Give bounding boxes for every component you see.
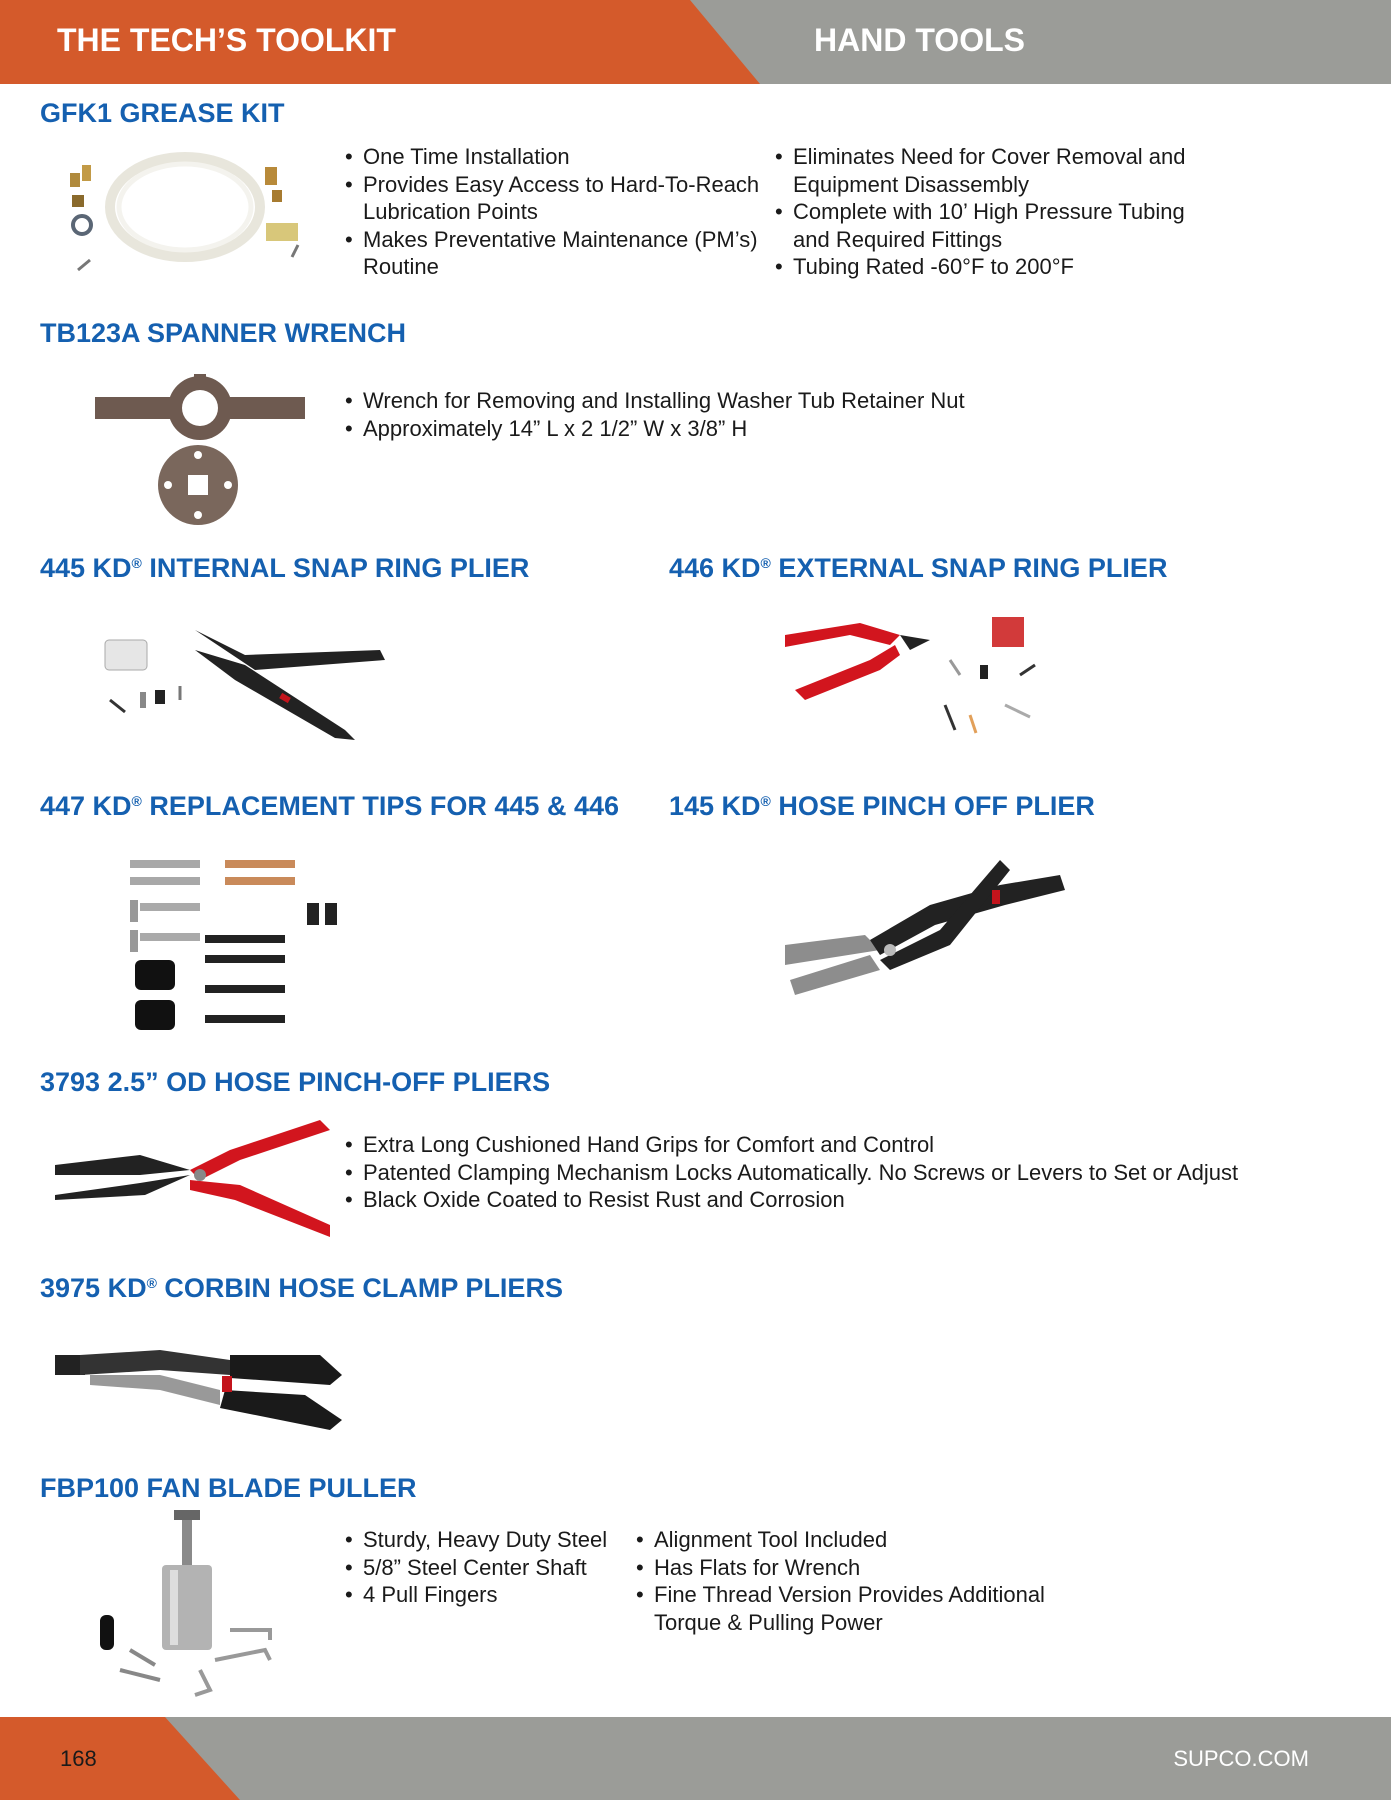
tb123a-title: TB123A SPANNER WRENCH: [40, 318, 407, 348]
feature: • Wrench for Removing and Installing Washer Tub Retainer Nut: [345, 387, 1195, 415]
fbp100-title: FBP100 FAN BLADE PULLER: [40, 1473, 417, 1503]
feature: • Eliminates Need for Cover Removal and Equipment Disassembly: [775, 143, 1205, 198]
category-title: HAND TOOLS: [814, 22, 1025, 58]
fbp100-features-left: [345, 1526, 635, 1609]
registered-mark: ®: [760, 555, 771, 571]
fbp100-features-right: [636, 1526, 1076, 1636]
grease-kit-image: [60, 145, 310, 280]
feature: • Sturdy, Heavy Duty Steel: [345, 1526, 635, 1554]
feature: • Alignment Tool Included: [636, 1526, 1076, 1554]
feature: • Approximately 14” L x 2 1/2” W x 3/8” H: [345, 415, 1195, 443]
spanner-wrench-image: [95, 370, 305, 525]
feature: • Has Flats for Wrench: [636, 1554, 1076, 1582]
feature: • Makes Preventative Maintenance (PM’s) Routine: [345, 226, 765, 281]
p145-title: 145 KD® HOSE PINCH OFF PLIER: [669, 791, 1095, 821]
gfk1-features-right: [775, 143, 1205, 281]
registered-mark: ®: [131, 555, 142, 571]
feature: • 4 Pull Fingers: [345, 1581, 635, 1609]
feature: • Black Oxide Coated to Resist Rust and Corrosion: [345, 1186, 1265, 1214]
feature: • One Time Installation: [345, 143, 765, 171]
hose-pinch-off-pliers-3793-image: [50, 1115, 340, 1240]
corbin-hose-clamp-pliers-image: [50, 1320, 345, 1435]
feature: • Extra Long Cushioned Hand Grips for Comfort and Control: [345, 1131, 1265, 1159]
registered-mark: ®: [146, 1275, 157, 1291]
registered-mark: ®: [131, 793, 142, 809]
feature: • Patented Clamping Mechanism Locks Automatically. No Screws or Levers to Set or Adjust: [345, 1159, 1265, 1187]
feature: • Fine Thread Version Provides Additional Torque & Pulling Power: [636, 1581, 1076, 1636]
feature: • 5/8” Steel Center Shaft: [345, 1554, 635, 1582]
p446-title: 446 KD® EXTERNAL SNAP RING PLIER: [669, 553, 1168, 583]
p447-title: 447 KD® REPLACEMENT TIPS FOR 445 & 446: [40, 791, 619, 821]
p3793-features: [345, 1131, 1265, 1214]
replacement-tips-image: [125, 855, 355, 1035]
tb123a-features: [345, 387, 1195, 442]
feature: • Provides Easy Access to Hard-To-Reach Lubrication Points: [345, 171, 765, 226]
gfk1-features-left: [345, 143, 765, 281]
gfk1-title: GFK1 GREASE KIT: [40, 98, 285, 128]
p3975-title: 3975 KD® CORBIN HOSE CLAMP PLIERS: [40, 1273, 563, 1303]
page-number: 168: [60, 1746, 97, 1771]
section-title: THE TECH’S TOOLKIT: [57, 22, 396, 58]
website-link[interactable]: SUPCO.COM: [1173, 1746, 1309, 1771]
p3793-title: 3793 2.5” OD HOSE PINCH-OFF PLIERS: [40, 1067, 551, 1097]
fan-blade-puller-image: [90, 1510, 300, 1700]
feature: • Tubing Rated -60°F to 200°F: [775, 253, 1205, 281]
registered-mark: ®: [760, 793, 771, 809]
feature: • Complete with 10’ High Pressure Tubing and Required Fittings: [775, 198, 1205, 253]
internal-snap-ring-plier-image: [95, 620, 390, 755]
external-snap-ring-plier-image: [780, 605, 1050, 745]
hose-pinch-off-plier-image: [770, 845, 1070, 1005]
p445-title: 445 KD® INTERNAL SNAP RING PLIER: [40, 553, 530, 583]
